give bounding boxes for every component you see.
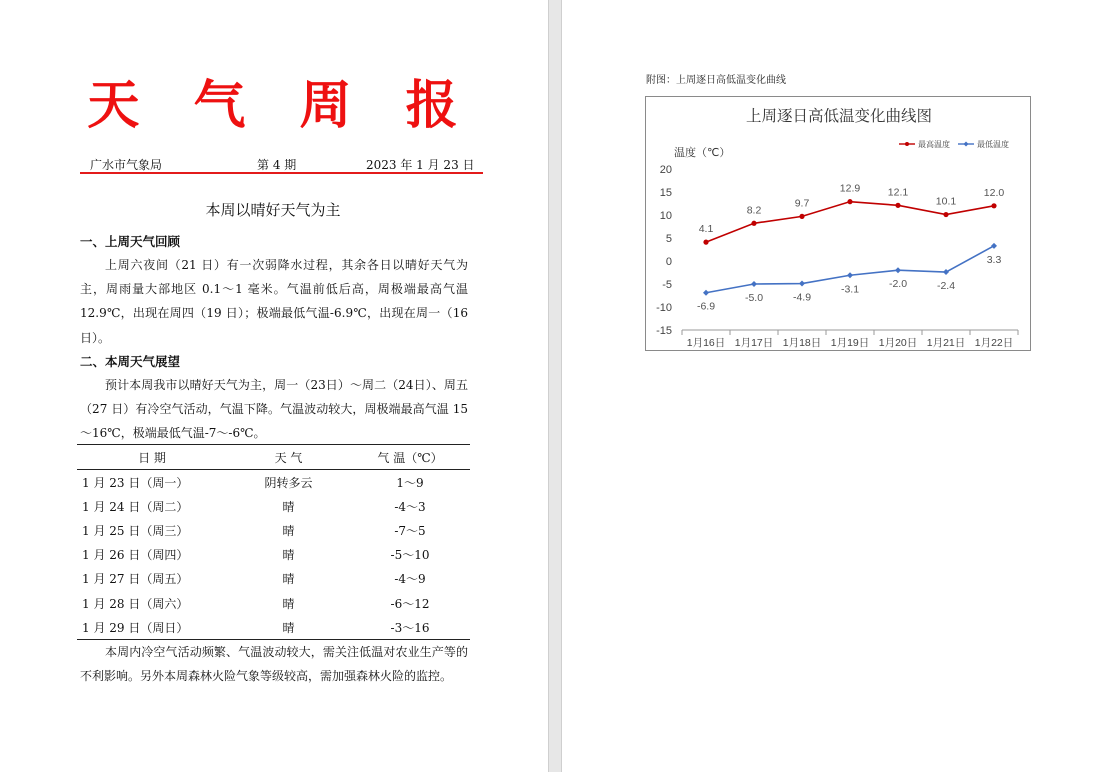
masthead-title: 天 气 周 报 [87,75,476,136]
data-point-high [751,221,756,226]
x-tick-label: 1月22日 [974,337,1014,349]
data-point-high [799,214,804,219]
data-label: 9.7 [794,197,810,210]
section-title-outlook: 二、本周天气展望 [80,354,181,369]
chart-plot-area [697,183,1004,313]
data-label: -2.4 [936,280,956,293]
y-tick-label: 0 [665,256,672,268]
chart-legend [899,139,1009,149]
data-point-low [847,272,853,278]
legend-marker [964,142,969,147]
data-label: 3.3 [986,253,1002,266]
table-row [77,591,470,615]
headline: 本周以晴好天气为主 [205,202,341,219]
data-label: -2.0 [888,278,908,291]
cell-weather: 晴 [282,523,295,538]
data-point-low [799,281,805,287]
table-header-row [77,445,470,470]
y-tick-label: 5 [665,233,672,245]
cell-weather: 晴 [282,572,295,587]
cell-date: 1 月 29 日（周日） [82,620,189,635]
cell-date: 1 月 25 日（周三） [82,523,189,538]
legend-label: 最低温度 [977,140,1009,149]
legend-label: 最高温度 [918,140,950,149]
closing-paragraph: 本周内冷空气活动频繁、气温波动较大，需关注低温对农业生产等的不利影响。另外本周森林火险气象等级较高，需加强森林火险的监控。 [80,645,468,684]
header-weather: 天 气 [227,445,350,470]
chart-y-axis-label: 温度（℃） [674,147,731,159]
issue-number: 第 4 期 [257,158,297,172]
x-tick-label: 1月18日 [782,337,822,349]
data-point-high [847,199,852,204]
y-tick-label: 20 [659,164,672,176]
cell-date: 1 月 24 日（周二） [82,499,189,514]
x-tick-label: 1月20日 [878,337,918,349]
table-row [77,518,470,542]
data-label: -5.0 [744,292,764,304]
cell-date: 1 月 27 日（周五） [82,572,189,587]
cell-weather: 阴转多云 [264,475,313,490]
data-label: 10.1 [935,195,957,208]
agency-name: 广水市气象局 [90,158,163,172]
data-label: 12.9 [839,182,861,195]
table-row [77,470,470,495]
table-row [77,567,470,591]
header-temp: 气 温（℃） [350,445,470,470]
cell-temp: -7～5 [394,523,426,538]
chart-title: 上周逐日高低温变化曲线图 [745,108,933,125]
data-label: -4.9 [792,291,812,304]
cell-temp: -3～16 [390,620,430,635]
header-date: 日 期 [77,445,227,470]
x-tick-label: 1月17日 [734,337,774,349]
y-tick-label: 15 [659,187,672,199]
table-row [77,494,470,518]
issue-date: 2023 年 1 月 23 日 [366,158,475,172]
data-point-low [703,290,709,296]
data-label: -6.9 [696,300,716,313]
data-label: 12.0 [983,186,1005,199]
red-divider [80,172,483,174]
chart-axes [656,164,1018,349]
data-point-low [895,267,901,273]
cell-temp: -4～9 [394,572,426,587]
cell-weather: 晴 [282,548,295,563]
data-label: 12.1 [887,186,909,199]
cell-date: 1 月 26 日（周四） [82,548,189,563]
data-label: 4.1 [698,223,714,236]
data-point-low [751,281,757,287]
cell-weather: 晴 [282,499,295,514]
data-point-high [703,240,708,245]
y-tick-label: -15 [656,325,672,337]
cell-temp: -4～3 [394,499,426,514]
cell-temp: -5～10 [390,548,430,563]
x-tick-label: 1月21日 [926,337,966,349]
cell-date: 1 月 23 日（周一） [82,475,189,490]
y-tick-label: 10 [659,210,672,222]
section-text-outlook: 预计本周我市以晴好天气为主，周一（23日）～周二（24日）、周五（27 日）有冷空气活动，气温下降。气温波动较大，周极端最高气温 15～16℃，极端最低气温-7～-6℃。 [80,378,468,441]
data-label: 8.2 [746,204,762,217]
chart-svg [646,97,1030,350]
cell-temp: 1～9 [396,475,424,490]
x-tick-label: 1月16日 [686,337,726,349]
data-point-high [943,212,948,217]
cell-weather: 晴 [282,620,295,635]
cell-weather: 晴 [282,596,295,611]
x-tick-label: 1月19日 [830,337,870,349]
page-gutter [548,0,562,772]
figure-caption: 附图：上周逐日高低温变化曲线 [646,75,786,86]
table-row [77,543,470,567]
forecast-table [77,444,470,640]
table-row [77,615,470,640]
data-label: -3.1 [840,283,860,296]
y-tick-label: -5 [662,279,672,291]
cell-temp: -6～12 [390,596,430,611]
y-tick-label: -10 [656,302,672,314]
section-text-review: 上周六夜间（21 日）有一次弱降水过程，其余各日以晴好天气为主，周雨量大部地区 0.1～1 毫米。气温前低后高，周极端最高气温 12.9℃，出现在周四（19 日）；极端最低气温-6.9℃，出现在周一（16 日）。 [80,258,468,345]
cell-date: 1 月 28 日（周六） [82,596,189,611]
section-title-review: 一、上周天气回顾 [80,234,181,249]
data-point-high [895,203,900,208]
data-point-high [991,203,996,208]
data-point-low [943,269,949,275]
data-point-low [991,243,997,249]
temperature-chart [645,96,1031,351]
legend-marker [905,142,909,146]
